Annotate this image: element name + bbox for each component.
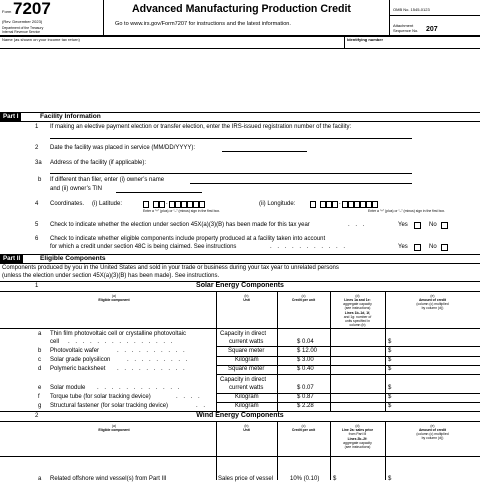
form-number: 7207	[13, 0, 51, 18]
solar-row-a-letter: a	[38, 331, 42, 337]
solar-col-d-line-2: aggregate capacity	[343, 302, 372, 306]
wind-row-a-letter: a	[38, 476, 42, 482]
solar-row-e-amount-field[interactable]	[394, 384, 478, 392]
line-2-text: Date the facility was placed in service (MM/DD/YYYY):	[50, 145, 196, 151]
solar-row-a-component-2: cell	[50, 339, 60, 345]
wind-col-d-line-3: Lines 2b–2f:	[347, 437, 368, 441]
solar-row-b-letter: b	[38, 348, 42, 354]
wind-row-a-amount: $	[388, 476, 392, 482]
wind-col-a-label: Eligible component	[98, 428, 130, 432]
section-1-title: Solar Energy Components	[196, 282, 284, 289]
section-2-title: Wind Energy Components	[196, 412, 284, 419]
solar-row-c-quantity-field[interactable]	[332, 356, 382, 364]
longitude-separator: .	[339, 200, 341, 206]
solar-row-a-credit: $ 0.04	[297, 339, 314, 345]
line-3b-text-2: and (ii) owner’s TIN	[50, 186, 103, 192]
line-5-no-checkbox[interactable]	[441, 222, 448, 229]
part-2-label: Part II	[0, 255, 23, 263]
sequence-number: 207	[426, 26, 438, 33]
wind-col-a-letter: (a)	[111, 424, 117, 428]
line-6-number: 6	[35, 236, 39, 242]
sequence-label: Sequence No.	[393, 28, 419, 33]
solar-col-d-line-7: column (b)	[349, 323, 366, 327]
revision-date: (Rev. December 2023)	[2, 19, 43, 24]
latitude-digit-box[interactable]	[199, 201, 205, 208]
line-6-text-2: for which a credit under section 48C is being claimed. See instructions	[50, 244, 237, 250]
longitude-digit-box[interactable]	[310, 201, 316, 208]
wind-row-a-quantity: $	[333, 476, 337, 482]
wind-col-b-label: Unit	[243, 428, 250, 432]
wind-col-c-label: Credit per unit	[291, 428, 316, 432]
solar-row-c-unit: Kilogram	[235, 357, 259, 363]
solar-row-g-amount: $	[388, 403, 392, 409]
solar-row-c-dots: . . . . . . . . .	[127, 357, 190, 363]
line-6-dots: . . . . . . . . . . .	[270, 244, 348, 250]
solar-row-c-component: Solar grade polysilicon	[50, 357, 111, 363]
solar-row-a-dots: . . . . . . . . . . . . . . .	[68, 339, 175, 345]
part-1-label: Part I	[0, 113, 21, 121]
solar-row-f-component: Torque tube (for solar tracking device)	[50, 394, 151, 400]
solar-row-f-letter: f	[38, 394, 40, 400]
line-4-coordinates-label: Coordinates.	[50, 201, 85, 207]
solar-row-b-component: Photovoltaic wafer	[50, 348, 100, 354]
wind-row-a-component: Related offshore wind vessel(s) from Part III	[50, 476, 167, 482]
wind-col-b-letter: (b)	[244, 424, 249, 428]
placed-in-service-date-field[interactable]	[222, 151, 307, 152]
line-5-number: 5	[35, 222, 39, 228]
line-6-yes-label: Yes	[398, 244, 408, 250]
part-2-title: Eligible Components	[40, 255, 106, 262]
solar-row-f-credit: $ 0.87	[297, 394, 314, 400]
solar-row-d-component: Polymeric backsheet	[50, 366, 106, 372]
line-4-number: 4	[35, 201, 39, 207]
longitude-digit-box[interactable]	[372, 201, 378, 208]
line-1-text: If making an elective payment election or transfer election, enter the IRS-issued registration number of the facility:	[50, 124, 352, 130]
solar-row-d-dots: . . . . . . . . . .	[117, 366, 187, 372]
solar-row-e-amount: $	[388, 385, 392, 391]
solar-col-d-line-4: Lines 1b–1d, 1f,	[344, 311, 371, 315]
solar-col-a-letter: (a)	[111, 294, 117, 298]
wind-col-d-letter: (d)	[355, 424, 360, 428]
solar-row-b-unit: Square meter	[228, 348, 265, 354]
longitude-label: (ii) Longitude:	[259, 201, 296, 207]
form-word: Form	[2, 9, 12, 14]
part-1-title: Facility Information	[40, 113, 101, 120]
solar-row-g-letter: g	[38, 403, 42, 409]
solar-row-a-component-1: Thin film photovoltaic cell or crystalline photovoltaic	[50, 331, 187, 337]
wind-col-e-line-1: Amount of credit	[418, 428, 447, 432]
solar-col-c-letter: (c)	[301, 294, 306, 298]
solar-col-e-line-2: (column (c) multiplied	[416, 302, 449, 306]
solar-col-a-label: Eligible component	[98, 298, 130, 302]
solar-col-d-line-1: Lines 1a and 1e:	[344, 298, 371, 302]
solar-row-d-amount-field[interactable]	[394, 365, 478, 373]
solar-row-e-credit: $ 0.07	[297, 385, 314, 391]
part-2-intro-2: (unless the election under section 45X(a)(3)(B) has been made). See instructions.	[2, 273, 220, 279]
line-3a-number: 3a	[35, 160, 42, 166]
omb-number: OMB No. 1545-0123	[393, 7, 430, 12]
solar-col-d-line-3: (see instructions)	[344, 306, 371, 310]
solar-col-d-line-5: and 1g: number of	[343, 315, 372, 319]
solar-row-f-dots: . . . .	[176, 394, 202, 400]
line-2-number: 2	[35, 145, 39, 151]
solar-row-g-component: Structural fastener (for solar tracking device)	[50, 403, 169, 409]
line-3a-text: Address of the facility (if applicable):	[50, 160, 147, 166]
solar-row-f-quantity-field[interactable]	[332, 393, 382, 401]
department-line-1: Department of the Treasury	[2, 26, 44, 30]
line-6-yes-checkbox[interactable]	[414, 244, 421, 251]
line-5-no-label: No	[429, 222, 437, 228]
solar-row-a-amount: $	[388, 339, 392, 345]
solar-col-d-line-6: units specified in	[344, 319, 371, 323]
solar-row-c-credit: $ 3.00	[297, 357, 314, 363]
solar-row-b-amount-field[interactable]	[394, 347, 478, 355]
solar-col-d-letter: (d)	[355, 294, 360, 298]
line-1-number: 1	[35, 124, 39, 130]
wind-col-c-letter: (c)	[301, 424, 306, 428]
owner-tin-field[interactable]	[116, 192, 202, 193]
solar-row-d-quantity-field[interactable]	[332, 365, 382, 373]
solar-col-c-label: Credit per unit	[291, 298, 316, 302]
solar-row-f-unit: Kilogram	[235, 394, 259, 400]
form-title: Advanced Manufacturing Production Credit	[132, 3, 351, 15]
wind-col-d-line-4: aggregate capacity	[343, 441, 372, 445]
latitude-digit-box[interactable]	[143, 201, 149, 208]
line-5-dots: . . .	[348, 222, 367, 228]
solar-row-b-quantity-field[interactable]	[332, 347, 382, 355]
line-3b-number: b	[38, 177, 42, 183]
solar-row-e-unit-1: Capacity in direct	[220, 377, 267, 383]
attachment-label: Attachment	[393, 23, 414, 28]
wind-col-d-line-1: Line 2a: sales price	[341, 428, 374, 432]
latitude-digit-box[interactable]	[159, 201, 165, 208]
latitude-sign-note: Enter a “+” (plus) or “–” (minus) sign in the first box.	[143, 209, 220, 213]
line-5-text: Check to indicate whether the election under section 45X(a)(3)(B) has been made for this tax year	[50, 222, 310, 228]
line-5-yes-checkbox[interactable]	[414, 222, 421, 229]
solar-row-b-credit: $ 12.00	[297, 348, 318, 354]
wind-row-a-credit: 10% (0.10)	[290, 476, 320, 482]
solar-row-g-dots: . .	[196, 403, 208, 409]
solar-row-c-amount-field[interactable]	[394, 356, 478, 364]
solar-row-g-amount-field[interactable]	[394, 402, 478, 410]
wind-col-d-line-2: from Part III	[348, 432, 367, 436]
wind-col-e-line-3: by column (d))	[421, 436, 444, 440]
solar-row-g-unit: Kilogram	[235, 403, 259, 409]
solar-row-g-quantity-field[interactable]	[332, 402, 382, 410]
department-line-2: Internal Revenue Service	[2, 30, 41, 34]
solar-row-a-unit-2: current watts	[229, 339, 264, 345]
solar-row-a-quantity-field[interactable]	[332, 337, 382, 345]
solar-row-e-component: Solar module	[50, 385, 86, 391]
line-6-text-1: Check to indicate whether eligible components include property produced at a facility taken into account	[50, 236, 326, 242]
line-3b-text-1: If different than filer, enter (i) owner’s name	[50, 177, 165, 183]
solar-col-e-letter: (e)	[430, 294, 435, 298]
solar-row-d-amount: $	[388, 366, 392, 372]
solar-col-e-line-1: Amount of credit	[418, 298, 447, 302]
solar-row-e-quantity-field[interactable]	[332, 384, 382, 392]
wind-col-d-line-5: (see instructions)	[344, 445, 371, 449]
wind-col-e-line-2: (column (c) multiplied	[416, 432, 449, 436]
line-5-yes-label: Yes	[398, 222, 408, 228]
solar-row-e-letter: e	[38, 385, 42, 391]
solar-row-a-unit-1: Capacity in direct	[220, 331, 267, 337]
form-subtitle: Go to www.irs.gov/Form7207 for instructions and the latest information.	[115, 21, 291, 27]
part-2-intro-1: Components produced by you in the United States and sold in your trade or business during your tax year to unrelated persons	[2, 265, 339, 271]
solar-row-d-credit: $ 0.40	[297, 366, 314, 372]
identifying-number-label: Identifying number	[347, 37, 383, 42]
solar-row-f-amount: $	[388, 394, 392, 400]
solar-row-g-credit: $ 2.28	[297, 403, 314, 409]
facility-address-field[interactable]	[50, 173, 412, 174]
wind-col-e-letter: (e)	[430, 424, 435, 428]
longitude-sign-note: Enter a “+” (plus) or “–” (minus) sign in the first box.	[368, 209, 445, 213]
registration-number-field[interactable]	[50, 138, 412, 139]
owner-name-field[interactable]	[190, 183, 412, 184]
section-1-number: 1	[35, 283, 39, 289]
solar-row-d-letter: d	[38, 366, 42, 372]
line-6-no-checkbox[interactable]	[441, 244, 448, 251]
latitude-separator: .	[166, 200, 168, 206]
longitude-digit-box[interactable]	[332, 201, 338, 208]
solar-row-c-amount: $	[388, 357, 392, 363]
solar-col-e-line-3: by column (d))	[421, 306, 444, 310]
section-2-number: 2	[35, 413, 39, 419]
solar-row-a-amount-field[interactable]	[394, 337, 478, 345]
solar-col-b-label: Unit	[243, 298, 250, 302]
solar-row-e-dots: . . . . . . . . . . . .	[97, 385, 182, 391]
name-label: Name (as shown on your income tax return)	[2, 37, 80, 42]
solar-row-b-amount: $	[388, 348, 392, 354]
latitude-label: (i) Latitude:	[92, 201, 123, 207]
solar-row-b-dots: . . . . . . . . . .	[117, 348, 187, 354]
solar-row-e-unit-2: current watts	[229, 385, 264, 391]
solar-row-c-letter: c	[38, 357, 41, 363]
solar-row-d-unit: Square meter	[228, 366, 265, 372]
wind-row-a-unit: Sales price of vessel	[218, 476, 274, 482]
line-6-no-label: No	[429, 244, 437, 250]
solar-row-f-amount-field[interactable]	[394, 393, 478, 401]
solar-col-b-letter: (b)	[244, 294, 249, 298]
